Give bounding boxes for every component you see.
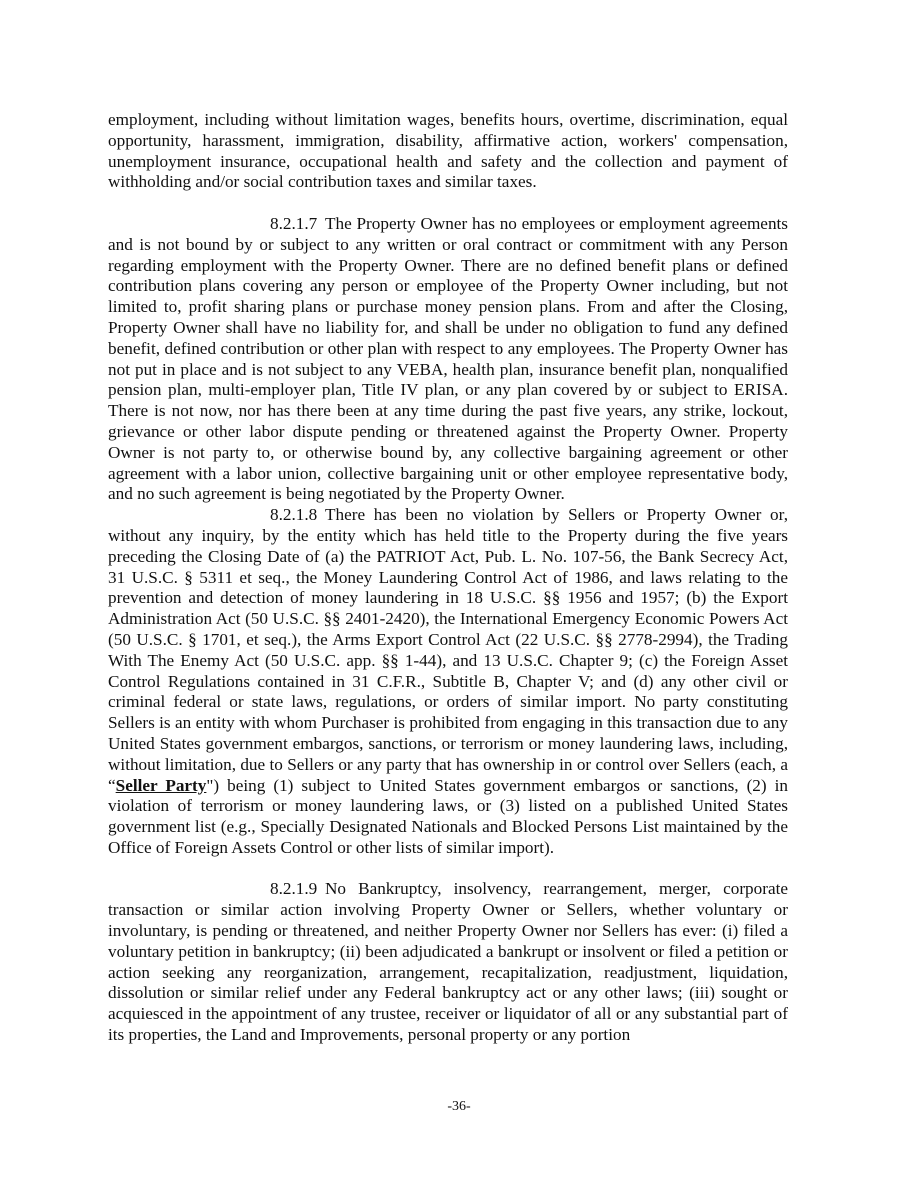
section-number: 8.2.1.7 <box>270 213 318 233</box>
section-8-2-1-9 <box>108 879 788 1045</box>
section-text-after-term: ") being (1) subject to United States government embargos or sanctions, (2) in violation of terrorism or money laundering laws, or (3) listed on a published United States government list (e.g., Specially Designated Nationals and Blocked Persons List maintained by the Office of Foreign Assets Control or other lists of similar import). <box>108 775 788 857</box>
defined-term-seller-party: Seller Party <box>115 775 207 795</box>
paragraph-continuation <box>108 110 788 193</box>
section-text-before-term: There has been no violation by Sellers or Property Owner or, without any inquiry, by the entity which has held title to the Property during the five years preceding the Closing Date of (a) the PATRIOT Act, Pub. L. No. 107-56, the Bank Secrecy Act, 31 U.S.C. § 5311 et seq., the Money Laundering Control Act of 1986, and laws relating to the prevention and detection of money laundering in 18 U.S.C. §§ 1956 and 1957; (b) the Export Administration Act (50 U.S.C. §§ 2401-2420), the International Emergency Economic Powers Act (50 U.S.C. § 1701, et seq.), the Arms Export Control Act (22 U.S.C. §§ 2778-2994), the Trading With The Enemy Act (50 U.S.C. app. §§ 1-44), and 13 U.S.C. Chapter 9; (c) the Foreign Asset Control Regulations contained in 31 C.F.R., Subtitle B, Chapter V; and (d) any other civil or criminal federal or state laws, regulations, or orders of similar import. No party constituting Sellers is an entity with whom Purchaser is prohibited from engaging in this transaction due to any United States government embargos, sanctions, or terrorism or money laundering laws, including, without limitation, due to Sellers or any party that has ownership in or control over Sellers (each, a “ <box>108 505 788 795</box>
section-text: The Property Owner has no employees or employment agreements and is not bound by or subject to any written or oral contract or commitment with any Person regarding employment with the Property Owner. There are no defined benefit plans or defined contribution plans covering any person or employee of the Property Owner including, but not limited to, profit sharing plans or purchase money pension plans. From and after the Closing, Property Owner shall have no liability for, and shall be under no obligation to fund any defined benefit, defined contribution or other plan with respect to any employees. The Property Owner has not put in place and is not subject to any VEBA, health plan, insurance benefit plan, nonqualified pension plan, multi-employer plan, Title IV plan, or any plan covered by or subject to ERISA. There is not now, nor has there been at any time during the past five years, any strike, lockout, grievance or other labor dispute pending or threatened against the Property Owner. Property Owner is not party to, or otherwise bound by, any collective bargaining agreement or other agreement with a labor union, collective bargaining unit or other employee representative body, and no such agreement is being negotiated by the Property Owner. <box>108 213 788 504</box>
section-number: 8.2.1.9 <box>270 879 318 899</box>
page-number: -36- <box>447 1099 471 1114</box>
section-number: 8.2.1.8 <box>270 505 318 525</box>
section-text: No Bankruptcy, insolvency, rearrangement, merger, corporate transaction or similar action involving Property Owner or Sellers, whether voluntary or involuntary, is pending or threatened, and neither Property Owner nor Sellers has ever: (i) filed a voluntary petition in bankruptcy; (ii) been adjudicated a bankrupt or insolvent or filed a petition or action seeking any reorganization, arrangement, recapitalization, readjustment, liquidation, dissolution or similar relief under any Federal bankruptcy act or any other laws; (iii) sought or acquiesced in the appointment of any trustee, receiver or liquidator of all or any substantial part of its properties, the Land and Improvements, personal property or any portion <box>108 879 788 1045</box>
document-body <box>108 110 788 1046</box>
section-8-2-1-7 <box>108 214 788 505</box>
section-8-2-1-8 <box>108 505 788 859</box>
paragraph-text: employment, including without limitation wages, benefits hours, overtime, discrimination, equal opportunity, harassment, immigration, disability, affirmative action, workers' compensation, unemployment insurance, occupational health and safety and the collection and payment of withholding and/or social contribution taxes and similar taxes. <box>108 110 788 192</box>
